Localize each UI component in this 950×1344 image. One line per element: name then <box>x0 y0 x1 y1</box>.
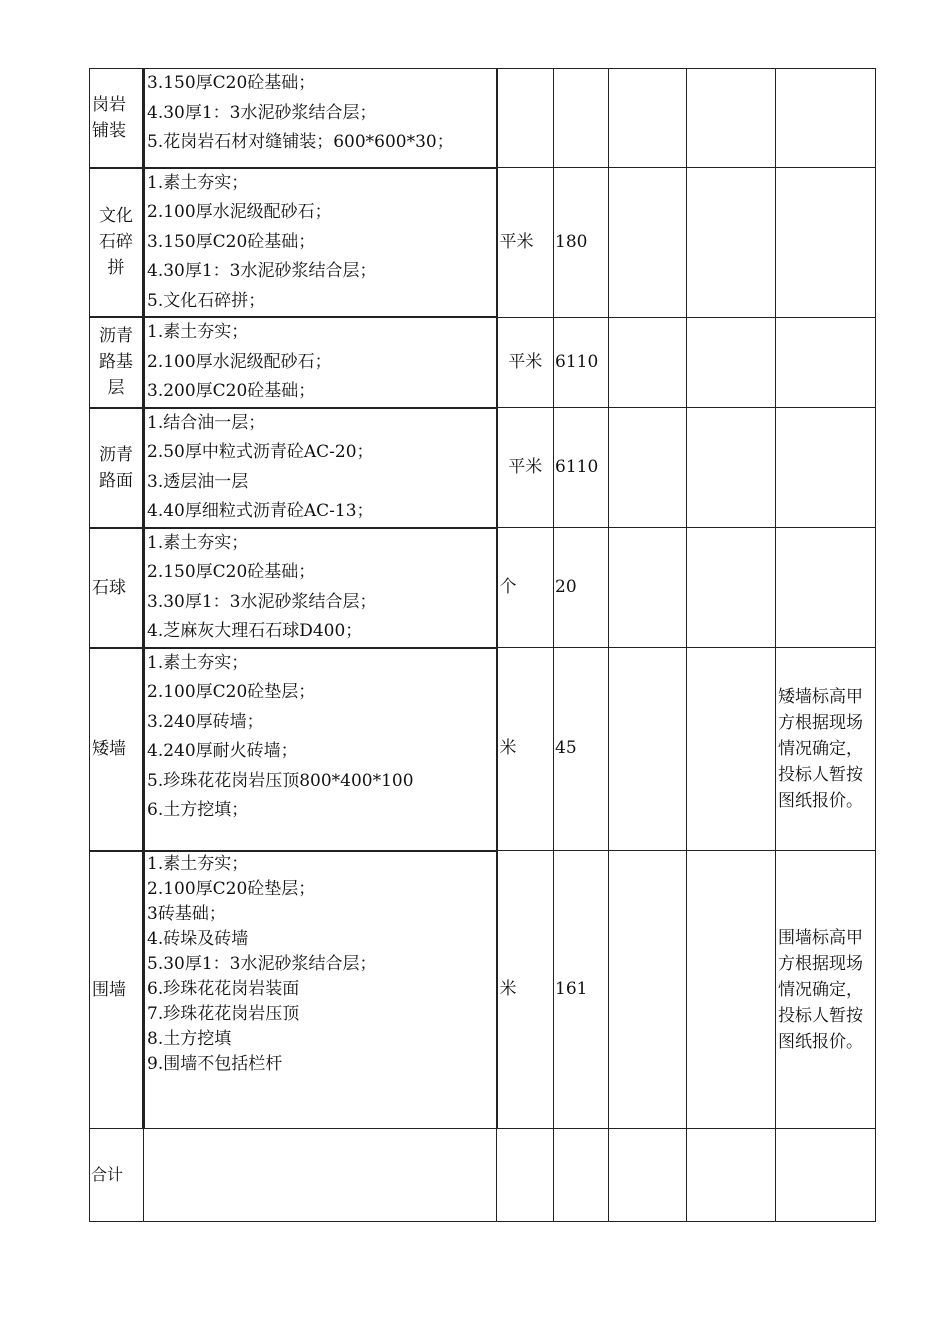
quantity-cell: 45 <box>554 648 609 851</box>
quantity-cell: 6110 <box>554 408 609 528</box>
quantity-cell <box>554 69 609 168</box>
item-spec-cell <box>144 648 497 851</box>
table-row <box>90 648 876 851</box>
item-spec-cell <box>144 168 497 318</box>
remark-cell <box>776 168 876 318</box>
total-empty-cell <box>776 1129 876 1222</box>
spec-line: 6.土方挖填； <box>147 800 249 820</box>
unit-cell <box>497 69 554 168</box>
spec-line: 2.100厚C20砼垫层； <box>147 682 316 702</box>
item-name-text: 石碎 <box>99 232 133 253</box>
item-name-cell <box>90 168 144 318</box>
total-row <box>90 1129 876 1222</box>
unit-price-cell <box>609 317 687 408</box>
table-row <box>90 851 876 1129</box>
spec-line: 9.围墙不包括栏杆 <box>147 1053 283 1074</box>
amount-cell <box>687 168 776 318</box>
item-spec-cell <box>144 69 497 168</box>
item-name-text: 沥青 <box>99 444 133 465</box>
unit-cell: 平米 <box>497 408 554 528</box>
unit-price-cell <box>609 69 687 168</box>
spec-line: 2.100厚水泥级配砂石； <box>147 351 332 372</box>
spec-line: 4.芝麻灰大理石石球D400； <box>147 621 363 641</box>
total-empty-cell <box>554 1129 609 1222</box>
item-name-cell <box>90 69 144 168</box>
spec-line: 4.240厚耐火砖墙； <box>147 741 298 761</box>
quantity-cell: 20 <box>554 528 609 648</box>
quantity-cell: 180 <box>554 168 609 318</box>
spec-line: 4.30厚1：3水泥砂浆结合层； <box>147 261 377 281</box>
item-name-cell <box>90 528 144 648</box>
unit-cell: 个 <box>497 528 554 648</box>
item-name-text: 石球 <box>92 577 126 598</box>
item-spec-cell <box>144 851 497 1129</box>
item-name-text: 文化 <box>99 206 133 227</box>
spec-line: 3.200厚C20砼基础； <box>147 381 316 401</box>
remark-cell <box>776 528 876 648</box>
unit-price-cell <box>609 168 687 318</box>
total-empty-cell <box>687 1129 776 1222</box>
remark-cell: 矮墙标高甲方根据现场情况确定，投标人暂按图纸报价。 <box>776 648 876 851</box>
spec-line: 1.素土夯实； <box>147 532 249 553</box>
item-name-text: 围墙 <box>92 979 126 1000</box>
item-name-cell <box>90 408 144 528</box>
spec-line: 6.珍珠花花岗岩装面 <box>147 978 300 999</box>
spec-line: 4.砖垛及砖墙 <box>147 928 249 949</box>
spec-line: 5.文化石碎拼； <box>147 290 266 311</box>
spec-line: 1.结合油一层； <box>147 412 266 433</box>
quantity-table <box>89 68 876 1222</box>
spec-line: 3.透层油一层 <box>147 471 249 492</box>
item-name-text: 路面 <box>99 470 133 491</box>
item-name-cell <box>90 317 144 408</box>
unit-cell: 米 <box>497 648 554 851</box>
unit-price-cell <box>609 528 687 648</box>
item-name-cell <box>90 648 144 851</box>
amount-cell <box>687 408 776 528</box>
spec-line: 1.素土夯实； <box>147 322 249 342</box>
table-row <box>90 408 876 528</box>
total-empty-cell <box>609 1129 687 1222</box>
total-label: 合计 <box>90 1129 144 1222</box>
unit-cell: 平米 <box>497 317 554 408</box>
item-spec-cell <box>144 528 497 648</box>
spec-line: 2.100厚水泥级配砂石； <box>147 202 332 222</box>
total-empty-cell <box>144 1129 497 1222</box>
remark-cell <box>776 408 876 528</box>
item-name-text: 矮墙 <box>92 739 126 759</box>
amount-cell <box>687 317 776 408</box>
remark-cell <box>776 317 876 408</box>
quantity-cell: 6110 <box>554 317 609 408</box>
item-name-text: 拼 <box>107 258 125 279</box>
spec-line: 3.150厚C20砼基础； <box>147 231 316 252</box>
unit-price-cell <box>609 408 687 528</box>
quantity-cell: 161 <box>554 851 609 1129</box>
item-name-text: 岗岩 <box>92 94 126 115</box>
spec-line: 8.土方挖填 <box>147 1028 232 1049</box>
amount-cell <box>687 851 776 1129</box>
item-name-text: 层 <box>107 378 125 399</box>
table-row <box>90 528 876 648</box>
amount-cell <box>687 648 776 851</box>
table-row <box>90 168 876 318</box>
spec-line: 3砖基础； <box>147 903 226 924</box>
spec-line: 5.30厚1：3水泥砂浆结合层； <box>147 953 377 974</box>
remark-cell <box>776 69 876 168</box>
item-name-text: 铺装 <box>92 120 126 141</box>
amount-cell <box>687 69 776 168</box>
spec-line: 5.珍珠花花岗岩压顶800*400*100 <box>147 770 414 791</box>
spec-line: 1.素土夯实； <box>147 853 249 874</box>
spec-line: 4.40厚细粒式沥青砼AC-13； <box>147 501 374 521</box>
table-row <box>90 69 876 168</box>
spec-line: 7.珍珠花花岗岩压顶 <box>147 1003 300 1024</box>
item-name-cell <box>90 851 144 1129</box>
spec-line: 3.30厚1：3水泥砂浆结合层； <box>147 591 377 612</box>
spec-line: 3.240厚砖墙； <box>147 711 264 732</box>
unit-price-cell <box>609 851 687 1129</box>
spec-line: 3.150厚C20砼基础； <box>147 73 316 93</box>
unit-cell: 平米 <box>497 168 554 318</box>
remark-cell: 围墙标高甲方根据现场情况确定，投标人暂按图纸报价。 <box>776 851 876 1129</box>
unit-price-cell <box>609 648 687 851</box>
item-name-text: 路基 <box>99 352 133 373</box>
table-row <box>90 317 876 408</box>
spec-line: 5.花岗岩石材对缝铺装；600*600*30； <box>147 132 454 152</box>
item-spec-cell <box>144 317 497 408</box>
total-empty-cell <box>497 1129 554 1222</box>
spec-line: 1.素土夯实； <box>147 652 249 673</box>
spec-line: 2.100厚C20砼垫层； <box>147 878 316 899</box>
spec-line: 2.50厚中粒式沥青砼AC-20； <box>147 442 374 462</box>
spec-line: 4.30厚1：3水泥砂浆结合层； <box>147 102 377 123</box>
unit-cell: 米 <box>497 851 554 1129</box>
spec-line: 1.素土夯实； <box>147 172 249 193</box>
spec-line: 2.150厚C20砼基础； <box>147 562 316 582</box>
item-name-text: 沥青 <box>99 326 133 347</box>
amount-cell <box>687 528 776 648</box>
item-spec-cell <box>144 408 497 528</box>
